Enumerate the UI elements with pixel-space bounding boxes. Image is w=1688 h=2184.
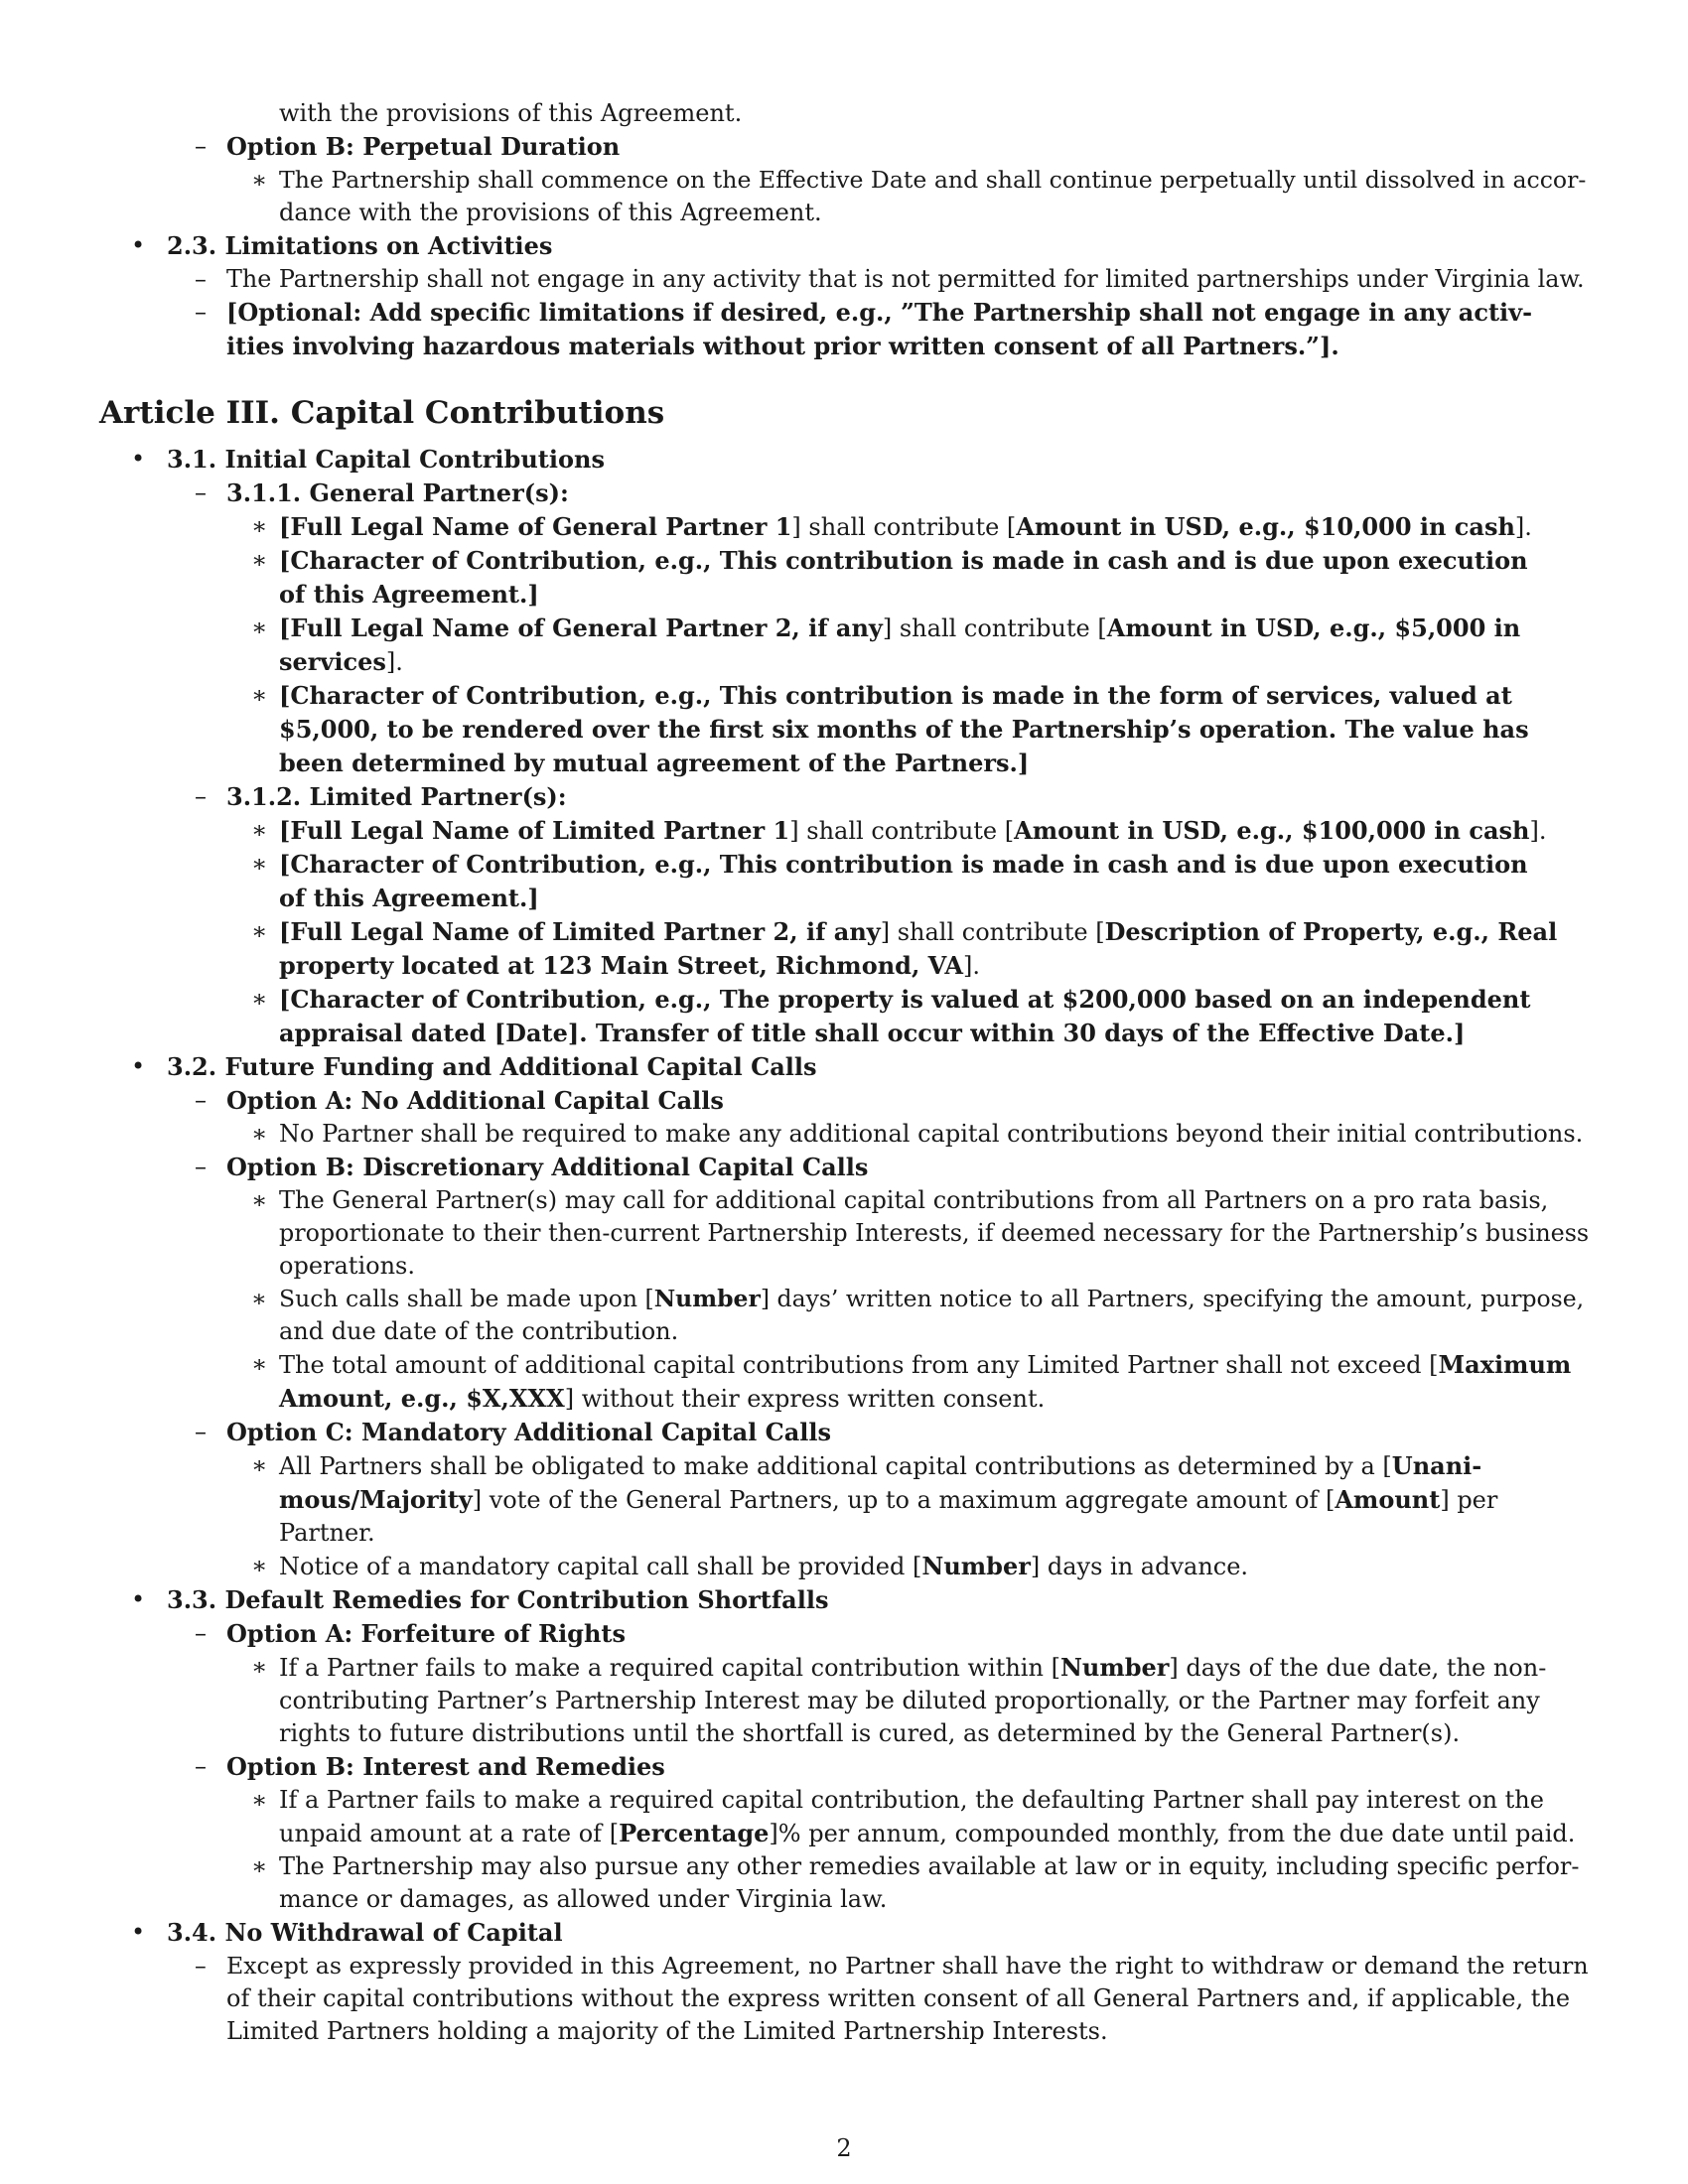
line-text: appraisal dated [Date]. Transfer of title shall occur within 30 days of the Effective Date.] — [279, 1019, 1466, 1047]
list-marker: • — [131, 231, 146, 259]
line-text: Unani- — [1391, 1451, 1482, 1480]
line-text: Amount in USD, e.g., $5,000 in — [1106, 614, 1521, 642]
line-text: ]. — [385, 648, 403, 676]
list-marker: ∗ — [251, 985, 268, 1013]
line-text: property located at 123 Main Street, Richmond, VA — [279, 951, 964, 980]
list-marker: ∗ — [251, 166, 268, 194]
line-text: ities involving hazardous materials without prior written consent of all Partners.”]. — [226, 332, 1339, 360]
document-line — [251, 848, 1589, 882]
line-text: Number — [921, 1552, 1031, 1580]
list-marker: ∗ — [251, 512, 268, 540]
line-text: Partner. — [279, 1519, 375, 1547]
line-text: The Partnership shall commence on the Effective Date and shall continue perpetually until dissolved in accor- — [279, 166, 1587, 194]
line-text: Amount, e.g., $X,XXX — [279, 1384, 565, 1413]
section-heading: Article III. Capital Contributions — [99, 395, 665, 431]
list-marker: – — [195, 1752, 207, 1780]
line-text: 3.4. No Withdrawal of Capital — [167, 1918, 563, 1947]
line-text: The Partnership shall not engage in any activity that is not permitted for limited partnerships under Virginia law. — [226, 265, 1585, 293]
document-line — [195, 1084, 1589, 1118]
document-body — [99, 97, 1589, 2048]
list-marker: – — [195, 478, 207, 506]
document-line — [251, 510, 1589, 544]
list-marker: – — [195, 265, 207, 293]
document-line — [279, 1250, 1589, 1283]
line-text: ] without their express written consent. — [564, 1385, 1046, 1413]
line-text: dance with the provisions of this Agreement. — [279, 199, 822, 226]
document-line — [251, 1784, 1589, 1817]
line-text: Description of Property, e.g., Real — [1104, 917, 1558, 946]
line-text: ] shall contribute [ — [791, 513, 1017, 541]
document-line — [251, 544, 1589, 578]
line-text: Option A: Forfeiture of Rights — [226, 1619, 627, 1648]
line-text: of their capital contributions without the express written consent of all General Partners and, if applicable, the — [226, 1984, 1571, 2012]
line-text: 3.1. Initial Capital Contributions — [167, 445, 605, 474]
line-text: The Partnership may also pursue any other remedies available at law or in equity, including specific perfor- — [279, 1852, 1580, 1880]
line-text: [Character of Contribution, e.g., This contribution is made in cash and is due upon execution — [279, 850, 1528, 879]
line-text: Amount in USD, e.g., $10,000 in cash — [1016, 512, 1515, 541]
list-marker: – — [195, 1619, 207, 1647]
document-line — [279, 713, 1589, 747]
line-text: [Character of Contribution, e.g., This contribution is made in the form of services, valued at — [279, 681, 1512, 710]
line-text: Number — [1059, 1653, 1170, 1682]
line-text: [Character of Contribution, e.g., The property is valued at $200,000 based on an independent — [279, 985, 1531, 1014]
document-line — [195, 1750, 1589, 1784]
document-line — [251, 1348, 1589, 1382]
document-line — [195, 130, 1589, 164]
line-text: ] shall contribute [ — [789, 817, 1015, 845]
document-line — [195, 1617, 1589, 1651]
page-number: 2 — [836, 2134, 852, 2162]
list-marker: ∗ — [251, 1653, 268, 1681]
document-line — [251, 1283, 1589, 1315]
document-line — [226, 2015, 1589, 2048]
line-text: The General Partner(s) may call for additional capital contributions from all Partners on a pro rata basis, — [279, 1186, 1549, 1214]
line-text: The total amount of additional capital contributions from any Limited Partner shall not exceed [ — [279, 1351, 1439, 1379]
document-line — [251, 814, 1589, 848]
document-line — [279, 645, 1589, 679]
line-text: All Partners shall be obligated to make additional capital contributions as determined by a [ — [279, 1452, 1392, 1480]
list-marker: ∗ — [251, 917, 268, 945]
list-marker: – — [195, 298, 207, 326]
document-line — [251, 1184, 1589, 1217]
list-marker: – — [195, 1418, 207, 1445]
document-line — [279, 1517, 1589, 1550]
document-line — [279, 747, 1589, 780]
list-marker: ∗ — [251, 1552, 268, 1579]
document-line — [279, 1717, 1589, 1750]
document-line — [279, 1883, 1589, 1916]
line-text: [Full Legal Name of General Partner 1 — [279, 512, 792, 541]
document-line — [195, 477, 1589, 510]
line-text: of this Agreement.] — [279, 580, 539, 609]
document-line — [279, 578, 1589, 612]
list-marker: • — [131, 1918, 146, 1946]
list-marker: – — [195, 782, 207, 810]
document-line — [195, 296, 1589, 330]
line-text: No Partner shall be required to make any additional capital contributions beyond their initial contributions. — [279, 1120, 1584, 1148]
line-text: Amount in USD, e.g., $100,000 in cash — [1014, 816, 1530, 845]
line-text: ]. — [1514, 513, 1532, 541]
list-marker: – — [195, 1952, 207, 1979]
line-text: and due date of the contribution. — [279, 1317, 679, 1345]
list-marker: ∗ — [251, 1786, 268, 1814]
document-line — [279, 1817, 1589, 1850]
line-text: ]. — [1529, 817, 1547, 845]
list-marker: • — [131, 1052, 146, 1080]
document-line — [251, 612, 1589, 645]
line-text: Percentage — [619, 1819, 770, 1847]
line-text: [Full Legal Name of Limited Partner 2, if any — [279, 917, 881, 946]
document-line — [251, 1850, 1589, 1883]
list-marker: ∗ — [251, 1350, 268, 1378]
document-line — [279, 1382, 1589, 1416]
line-text: If a Partner fails to make a required capital contribution within [ — [279, 1654, 1060, 1682]
list-marker: ∗ — [251, 614, 268, 641]
line-text: Number — [653, 1285, 761, 1312]
line-text: 2.3. Limitations on Activities — [167, 231, 553, 260]
line-text: ]% per annum, compounded monthly, from the due date until paid. — [769, 1820, 1576, 1847]
document-line — [251, 164, 1589, 197]
document-line — [131, 1916, 1589, 1950]
line-text: proportionate to their then-current Partnership Interests, if deemed necessary for the Partnership’s business — [279, 1219, 1590, 1247]
line-text: 3.3. Default Remedies for Contribution Shortfalls — [167, 1585, 829, 1614]
line-text: services — [279, 647, 386, 676]
line-text: ] shall contribute [ — [882, 614, 1107, 642]
line-text: Such calls shall be made upon [ — [279, 1285, 654, 1312]
line-text: Option B: Discretionary Additional Capital Calls — [226, 1153, 869, 1181]
line-text: ] shall contribute [ — [880, 918, 1105, 946]
list-marker: ∗ — [251, 1120, 268, 1148]
document-line — [131, 1050, 1589, 1084]
line-text: mance or damages, as allowed under Virginia law. — [279, 1885, 888, 1913]
document-line — [279, 197, 1589, 229]
document-line — [251, 1118, 1589, 1151]
line-text: mous/Majority — [279, 1485, 473, 1514]
line-text: with the provisions of this Agreement. — [279, 99, 743, 127]
line-text: ] vote of the General Partners, up to a maximum aggregate amount of [ — [472, 1486, 1336, 1514]
document-line — [251, 983, 1589, 1017]
list-marker: – — [195, 1153, 207, 1180]
document-line — [279, 1315, 1589, 1348]
line-text: Option A: No Additional Capital Calls — [226, 1086, 724, 1115]
line-text: 3.1.2. Limited Partner(s): — [226, 782, 567, 811]
document-line — [195, 1950, 1589, 1982]
document-line — [251, 1550, 1589, 1583]
line-text: Except as expressly provided in this Agreement, no Partner shall have the right to withdraw or demand the return — [226, 1952, 1589, 1979]
line-text: [Character of Contribution, e.g., This contribution is made in cash and is due upon execution — [279, 546, 1528, 575]
line-text: unpaid amount at a rate of [ — [279, 1820, 620, 1847]
line-text: ]. — [963, 952, 981, 980]
line-text: Notice of a mandatory capital call shall be provided [ — [279, 1553, 922, 1580]
document-line — [279, 1217, 1589, 1250]
document-line — [251, 679, 1589, 713]
line-text: Limited Partners holding a majority of the Limited Partnership Interests. — [226, 2017, 1108, 2045]
list-marker: ∗ — [251, 850, 268, 878]
document-line — [279, 882, 1589, 915]
list-marker: • — [131, 445, 146, 473]
document-line — [251, 1651, 1589, 1685]
document-line — [131, 229, 1589, 263]
document-line — [279, 1017, 1589, 1050]
document-line — [131, 1583, 1589, 1617]
document-line — [226, 1982, 1589, 2015]
line-text: Maximum — [1438, 1350, 1572, 1379]
line-text: 3.2. Future Funding and Additional Capital Calls — [167, 1052, 817, 1081]
list-marker: ∗ — [251, 1285, 267, 1312]
document-line — [226, 330, 1589, 363]
document-line — [195, 780, 1589, 814]
line-text: contributing Partner’s Partnership Interest may be diluted proportionally, or the Partner may forfeit any — [279, 1687, 1540, 1714]
list-marker: ∗ — [251, 816, 268, 844]
line-text: $5,000, to be rendered over the first six months of the Partnership’s operation. The value has — [279, 715, 1529, 744]
line-text: 3.1.1. General Partner(s): — [226, 478, 569, 507]
line-text: Option B: Interest and Remedies — [226, 1752, 665, 1781]
list-marker: • — [131, 1585, 146, 1613]
line-text: [Full Legal Name of Limited Partner 1 — [279, 816, 790, 845]
document-line — [279, 949, 1589, 983]
line-text: rights to future distributions until the shortfall is cured, as determined by the General Partner(s). — [279, 1719, 1461, 1747]
list-marker: ∗ — [251, 1451, 268, 1479]
line-text: [Optional: Add specific limitations if desired, e.g., ”The Partnership shall not engage in any activ- — [226, 298, 1533, 327]
document-line — [195, 263, 1589, 296]
document-line — [251, 915, 1589, 949]
line-text: If a Partner fails to make a required capital contribution, the defaulting Partner shall pay interest on the — [279, 1786, 1544, 1814]
document-line — [195, 1151, 1589, 1184]
document-line — [251, 1449, 1589, 1483]
document-line — [279, 1685, 1589, 1717]
document-line — [195, 1416, 1589, 1449]
list-marker: – — [195, 1086, 207, 1114]
line-text: been determined by mutual agreement of the Partners.] — [279, 749, 1030, 777]
list-marker: ∗ — [251, 546, 268, 574]
list-marker: – — [195, 132, 207, 160]
line-text: [Full Legal Name of General Partner 2, if any — [279, 614, 883, 642]
line-text: ] days of the due date, the non- — [1169, 1654, 1547, 1682]
line-text: ] days in advance. — [1030, 1553, 1249, 1580]
list-marker: ∗ — [251, 1186, 268, 1214]
line-text: ] per — [1440, 1486, 1498, 1514]
line-text: Amount — [1335, 1485, 1441, 1514]
document-line — [279, 1483, 1589, 1517]
list-marker: ∗ — [251, 681, 268, 709]
line-text: of this Agreement.] — [279, 884, 539, 912]
document-line — [131, 443, 1589, 477]
document-line — [279, 97, 1589, 130]
line-text: Option C: Mandatory Additional Capital Calls — [226, 1418, 831, 1446]
list-marker: ∗ — [251, 1852, 268, 1880]
line-text: Option B: Perpetual Duration — [226, 132, 621, 161]
line-text: ] days’ written notice to all Partners, specifying the amount, purpose, — [760, 1285, 1585, 1312]
line-text: operations. — [279, 1252, 415, 1280]
